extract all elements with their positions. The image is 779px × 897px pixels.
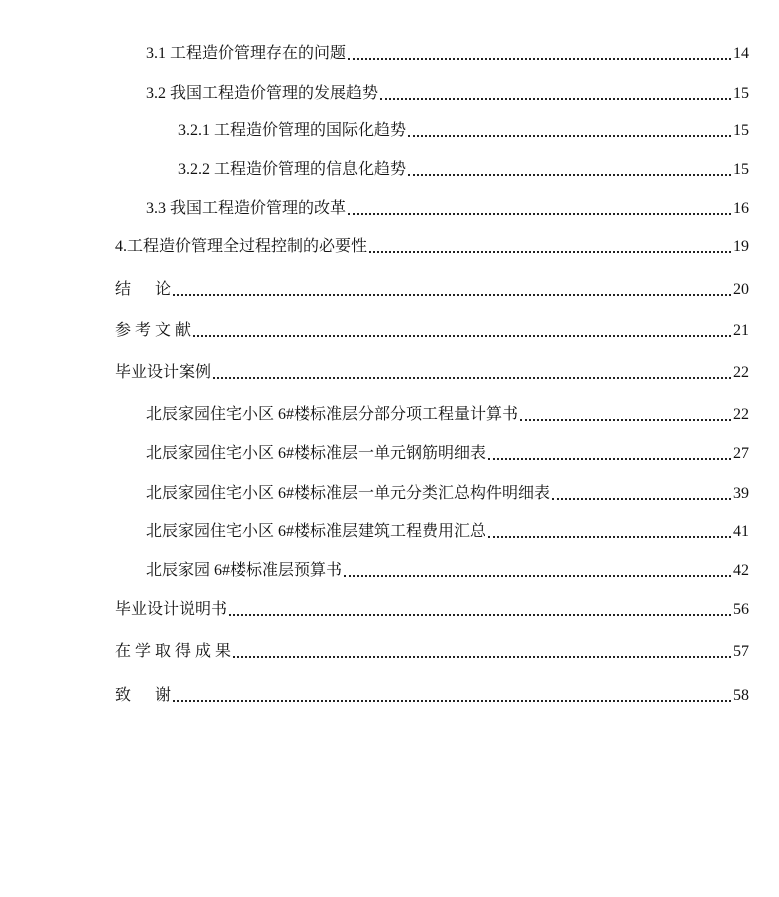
- toc-entry-page: 14: [733, 45, 749, 62]
- toc-entry-page: 19: [733, 238, 749, 255]
- toc-entry-title: 结 论: [115, 281, 172, 298]
- toc-dot-leader: [348, 58, 731, 60]
- toc-entry: [115, 317, 749, 341]
- toc-dot-leader: [369, 251, 731, 253]
- toc-dot-leader: [380, 98, 731, 100]
- toc-entry: [178, 117, 749, 141]
- toc-entry-page: 58: [733, 687, 749, 704]
- toc-dot-leader: [344, 575, 731, 577]
- toc-entry-title: 毕业设计案例: [115, 364, 212, 381]
- toc-entry-title: 3.3 我国工程造价管理的改革: [146, 200, 347, 217]
- toc-entry-page: 15: [733, 161, 749, 178]
- toc-entry: [115, 233, 749, 257]
- toc-entry-page: 21: [733, 322, 749, 339]
- toc-entry: [115, 359, 749, 383]
- toc-entry-page: 22: [733, 364, 749, 381]
- toc-dot-leader: [173, 700, 731, 702]
- toc-dot-leader: [520, 419, 731, 421]
- toc-entry-page: 27: [733, 445, 749, 462]
- toc-entry-page: 56: [733, 601, 749, 618]
- toc-dot-leader: [552, 498, 731, 500]
- toc-dot-leader: [488, 458, 731, 460]
- toc-entry: [146, 195, 749, 219]
- toc-entry: [115, 682, 749, 706]
- toc-dot-leader: [408, 135, 731, 137]
- toc-dot-leader: [173, 294, 731, 296]
- toc-entry: [146, 401, 749, 425]
- toc-entry: [146, 480, 749, 504]
- toc-entry-title: 致 谢: [115, 687, 172, 704]
- toc-entry-title: 毕业设计说明书: [115, 601, 228, 618]
- toc-entry-page: 42: [733, 562, 749, 579]
- toc-dot-leader: [408, 174, 731, 176]
- toc-entry: [115, 596, 749, 620]
- toc-entry-title: 北辰家园住宅小区 6#楼标准层建筑工程费用汇总: [146, 523, 487, 540]
- toc-entry-page: 16: [733, 200, 749, 217]
- toc-dot-leader: [193, 335, 731, 337]
- toc-entry-title: 在 学 取 得 成 果: [115, 643, 232, 660]
- toc-entry: [146, 557, 749, 581]
- toc-entry: [146, 440, 749, 464]
- toc-entry-title: 3.1 工程造价管理存在的问题: [146, 45, 347, 62]
- toc-dot-leader: [233, 656, 731, 658]
- toc-entry-page: 20: [733, 281, 749, 298]
- toc-entry-page: 22: [733, 406, 749, 423]
- toc-entry-title: 北辰家园 6#楼标准层预算书: [146, 562, 343, 579]
- toc-entry-page: 41: [733, 523, 749, 540]
- toc-entry: [178, 156, 749, 180]
- toc-entry-title: 参 考 文 献: [115, 322, 192, 339]
- toc-entry-page: 39: [733, 485, 749, 502]
- toc-entry-title: 北辰家园住宅小区 6#楼标准层一单元分类汇总构件明细表: [146, 485, 551, 502]
- toc-entry-title: 3.2 我国工程造价管理的发展趋势: [146, 85, 379, 102]
- toc-dot-leader: [213, 377, 731, 379]
- toc-entry-title: 北辰家园住宅小区 6#楼标准层一单元钢筋明细表: [146, 445, 487, 462]
- toc-entry: [115, 276, 749, 300]
- toc-entry-title: 3.2.1 工程造价管理的国际化趋势: [178, 122, 407, 139]
- toc-entry-page: 15: [733, 122, 749, 139]
- toc-entry: [115, 638, 749, 662]
- toc-dot-leader: [488, 536, 731, 538]
- toc-entry: [146, 40, 749, 64]
- toc-entry-title: 北辰家园住宅小区 6#楼标准层分部分项工程量计算书: [146, 406, 519, 423]
- toc-dot-leader: [348, 213, 731, 215]
- toc-entry-title: 4.工程造价管理全过程控制的必要性: [115, 238, 368, 255]
- toc-entry-page: 15: [733, 85, 749, 102]
- toc-entry-page: 57: [733, 643, 749, 660]
- toc-entry: [146, 80, 749, 104]
- toc-dot-leader: [229, 614, 731, 616]
- toc-entry: [146, 518, 749, 542]
- toc-entry-title: 3.2.2 工程造价管理的信息化趋势: [178, 161, 407, 178]
